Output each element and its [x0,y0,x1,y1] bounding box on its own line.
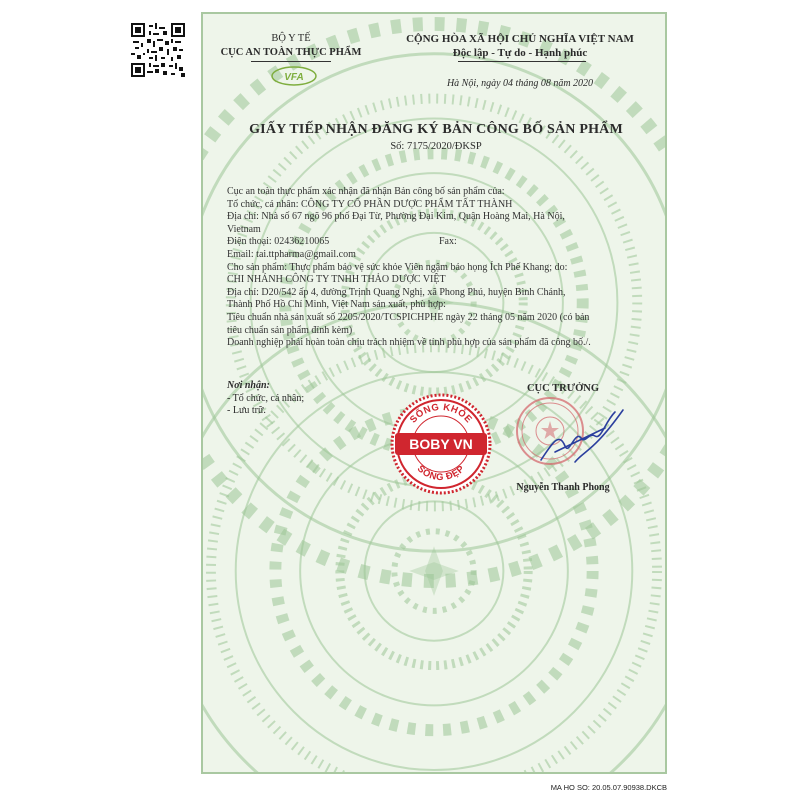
motto-underline [458,61,586,62]
republic-name: CỘNG HÒA XÃ HỘI CHỦ NGHĨA VIỆT NAM [406,33,634,45]
issuing-agency [211,32,371,60]
vfa-logo-text: VFA [284,72,304,83]
stamp-center-text: BOBY VN [409,436,473,452]
contact-row [227,236,652,249]
recipients-heading: Nơi nhận: [227,380,270,391]
document-number: Số: 7175/2020/ĐKSP [390,141,482,152]
agency-underline [251,61,331,62]
organization-line: Tổ chức, cá nhân: CÔNG TY CỔ PHẦN DƯỢC PHẨM TẤT THÀNH [227,198,513,210]
qr-code-icon [131,23,185,77]
standard-line-cont: tiêu chuẩn sản phẩm đính kèm) [227,324,353,336]
standard-line: Tiêu chuẩn nhà sản xuất số 2205/2020/TCSPICHPHE ngày 22 tháng 05 năm 2020 (có bản [227,311,590,323]
vfa-logo-icon [270,65,318,87]
email-line: Email: tai.ttpharma@gmail.com [227,248,356,260]
dossier-code: MA HO SO: 20.05.07.90938.DKCB [550,783,667,792]
manufacturer-address-cont: Thành Phố Hồ Chí Minh, Việt Nam sản xuất, phù hợp: [227,299,446,311]
issue-date: Hà Nội, ngày 04 tháng 08 năm 2020 [446,78,594,89]
manufacturer-line: CHI NHÁNH CÔNG TY TNHH THẢO DƯỢC VIỆT [227,274,446,286]
fax-line: Fax: [439,236,457,248]
responsibility-line: Doanh nghiệp phải hoàn toàn chịu trách nhiệm về tính phù hợp của sản phẩm đã công bố./. [227,337,591,349]
national-motto: Độc lập - Tự do - Hạnh phúc [452,47,588,59]
director-title: CỤC TRƯỞNG [526,383,600,394]
document-title: GIẤY TIẾP NHẬN ĐĂNG KÝ BẢN CÔNG BỐ SẢN PHẨM [249,122,623,137]
recipients-block [227,380,367,418]
agency-name: CỤC AN TOÀN THỰC PHẨM [220,47,362,58]
ministry-name: BỘ Y TẾ [271,33,311,44]
intro-line: Cục an toàn thực phẩm xác nhận đã nhận Bản công bố sản phẩm của: [227,186,505,197]
stamp-top-text: SỐNG KHỎE [407,401,475,426]
qr-code [131,23,185,77]
product-line: Cho sản phẩm: Thực phẩm bảo vệ sức khỏe Viên ngậm bảo họng Ích Phế Khang; do: [227,261,568,273]
organization-address: Địa chỉ: Nhà số 67 ngõ 96 phố Đại Từ, Phường Đại Kim, Quận Hoàng Mai, Hà Nội, [227,211,565,223]
recipient-item: - Lưu trữ. [227,405,266,417]
phone-line: Điện thoại: 02436210065 [227,236,330,248]
manufacturer-address: Địa chỉ: D20/542 ấp 4, đường Trịnh Quang Nghị, xã Phong Phú, huyện Bình Chánh, [227,286,566,298]
certificate-body [227,186,652,350]
director-name: Nguyễn Thanh Phong [516,482,610,493]
recipient-item: - Tổ chức, cá nhân; [227,392,305,404]
brand-stamp-icon [389,392,493,496]
signature-icon [535,402,627,474]
certificate-sheet [201,12,667,774]
stamp-bottom-text: SỐNG ĐẸP [414,463,468,484]
state-header [379,32,661,60]
organization-address-cont: Vietnam [227,223,261,235]
